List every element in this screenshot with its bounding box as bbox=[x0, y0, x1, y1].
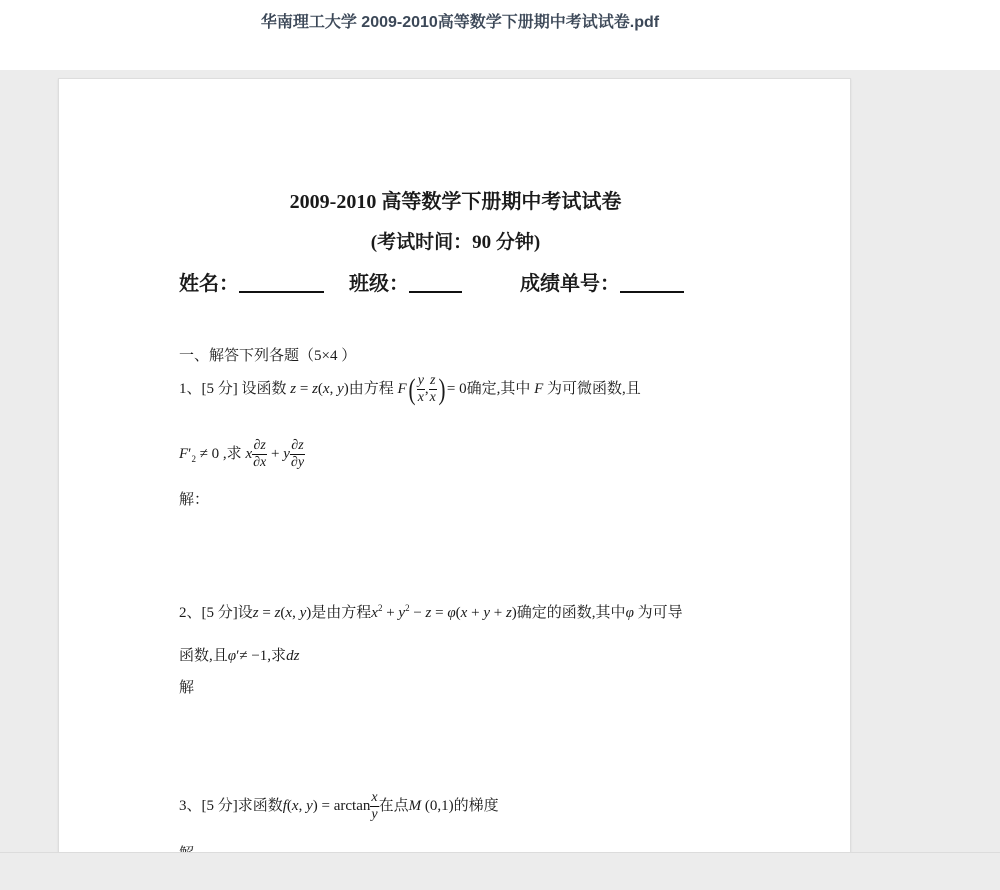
pdf-page bbox=[58, 78, 851, 878]
question-1-condition: $F'_2 \ne 0$ ,求 x $\frac{\partial z}{\partial x}$ + y $\frac{\partial z}{\partial y}$ bbox=[179, 438, 305, 470]
answer-label-1: 解： bbox=[179, 492, 210, 508]
class-blank bbox=[409, 273, 462, 293]
section-heading: 一、解答下列各题（5×4 ） bbox=[179, 348, 357, 364]
class-label: 班级： bbox=[349, 273, 409, 295]
grade-label: 成绩单号： bbox=[520, 273, 620, 295]
answer-label-2: 解 bbox=[179, 680, 195, 696]
viewer-footer bbox=[0, 852, 1000, 890]
exam-duration: (考试时间：90 分钟) bbox=[370, 232, 541, 253]
question-1: 1、[5 分] 设函数 z = z(x, y)由方程 F( $\frac{y}{x}$ , $\frac{z}{x}$ ) = 0确定,其中 F 为可微函数,且 bbox=[179, 372, 641, 406]
file-title: 华南理工大学 2009-2010高等数学下册期中考试试卷.pdf bbox=[260, 14, 660, 31]
pdf-viewer[interactable] bbox=[0, 70, 1000, 852]
name-label: 姓名： bbox=[179, 273, 239, 295]
question-2-condition: 函数,且φ′≠ −1,求dz bbox=[179, 648, 300, 664]
question-2: 2、[5 分]设z = z(x, y)是由方程$x^2 + y^2 - z = \varphi(x + y + z)$确定的函数,其中φ 为可导 bbox=[179, 603, 683, 621]
question-3: 3、[5 分]求函数f(x, y) = arctan $\frac{x}{y}$ 在点M (0,1)的梯度 bbox=[179, 790, 499, 822]
page-title: 2009-2010 高等数学下册期中考试试卷 bbox=[289, 191, 622, 213]
grade-field bbox=[520, 267, 684, 296]
name-field bbox=[179, 267, 324, 296]
class-field bbox=[349, 267, 462, 296]
viewer-header bbox=[0, 0, 1000, 70]
name-blank bbox=[239, 273, 324, 293]
grade-blank bbox=[620, 273, 684, 293]
